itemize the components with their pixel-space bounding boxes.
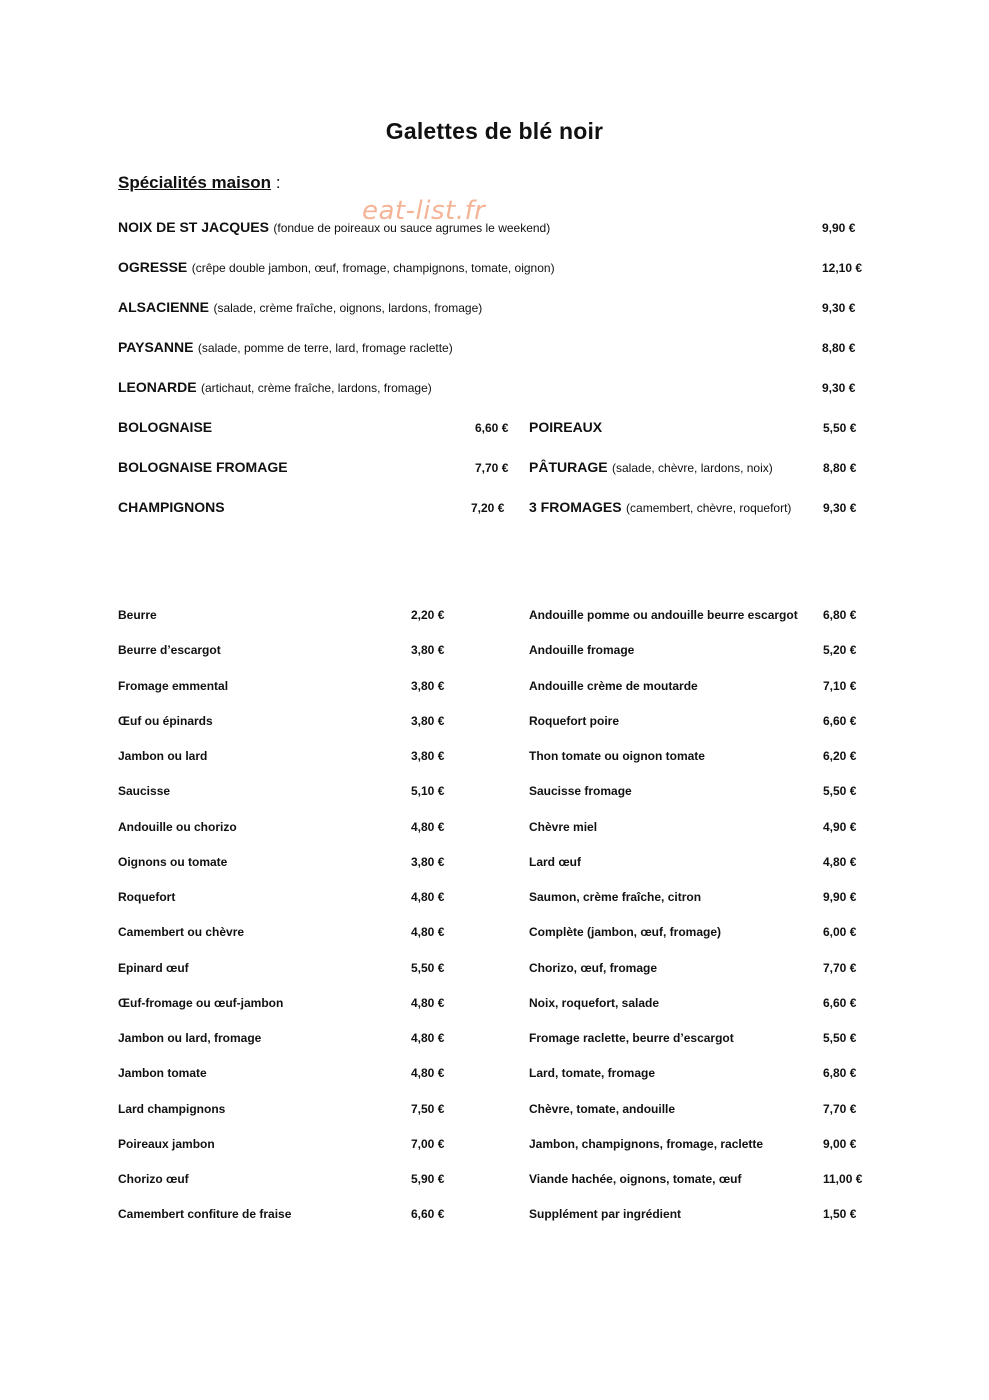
specialite-row <box>118 379 878 401</box>
item-price: 6,80 € <box>823 608 857 622</box>
list-item <box>529 1207 879 1225</box>
item-price: 6,60 € <box>823 714 857 728</box>
list-item <box>529 890 879 908</box>
list-item <box>118 1066 458 1084</box>
item-price: 5,10 € <box>411 784 445 798</box>
item-price: 6,60 € <box>823 996 857 1010</box>
list-item <box>118 1102 458 1120</box>
item-name: Beurre d’escargot <box>118 643 221 657</box>
list-item <box>529 820 879 838</box>
section-heading-text: Spécialités maison <box>118 173 272 192</box>
item-name: Beurre <box>118 608 157 622</box>
list-item <box>529 1172 879 1190</box>
list-item <box>118 890 458 908</box>
list-item <box>529 961 879 979</box>
item-name: Chorizo œuf <box>118 1172 189 1186</box>
item-name: Poireaux jambon <box>118 1137 215 1151</box>
menu-title: Galettes de blé noir <box>385 118 604 144</box>
item-price: 7,70 € <box>823 961 857 975</box>
list-item <box>529 784 879 802</box>
list-item <box>118 608 458 626</box>
item-name: Saucisse fromage <box>529 784 632 798</box>
item-price: 6,80 € <box>823 1066 857 1080</box>
item-price: 11,00 € <box>823 1172 863 1186</box>
item-name: Jambon ou lard, fromage <box>118 1031 262 1045</box>
list-item <box>529 925 879 943</box>
list-item <box>529 1066 879 1084</box>
item-price: 7,50 € <box>411 1102 445 1116</box>
item-price: 6,60 € <box>411 1207 445 1221</box>
item-name: Oignons ou tomate <box>118 855 228 869</box>
item-name: Complète (jambon, œuf, fromage) <box>529 925 721 939</box>
watermark: eat-list.fr <box>362 196 486 226</box>
item-price: 4,80 € <box>411 1031 445 1045</box>
specialite-name: CHAMPIGNONS <box>118 499 225 515</box>
list-item <box>529 1102 879 1120</box>
item-name: Roquefort poire <box>529 714 619 728</box>
list-item <box>118 996 458 1014</box>
specialite-row <box>118 499 518 521</box>
list-item <box>118 784 458 802</box>
list-item <box>118 643 458 661</box>
specialite-name: ALSACIENNE <box>118 299 210 315</box>
list-item <box>118 1172 458 1190</box>
list-item <box>118 749 458 767</box>
specialite-desc: (salade, chèvre, lardons, noix) <box>612 461 773 475</box>
item-price: 4,80 € <box>411 820 445 834</box>
list-item <box>529 643 879 661</box>
item-name: Roquefort <box>118 890 176 904</box>
specialite-desc: (salade, pomme de terre, lard, fromage raclette) <box>197 341 453 355</box>
specialite-price: 8,80 € <box>822 341 856 355</box>
list-item <box>529 855 879 873</box>
item-price: 9,90 € <box>823 890 857 904</box>
specialite-row <box>118 459 518 481</box>
item-name: Chèvre, tomate, andouille <box>529 1102 676 1116</box>
item-price: 3,80 € <box>411 643 445 657</box>
specialite-desc: (artichaut, crème fraîche, lardons, fromage) <box>201 381 432 395</box>
specialite-desc: (crêpe double jambon, œuf, fromage, champignons, tomate, oignon) <box>191 261 555 275</box>
item-price: 4,90 € <box>823 820 857 834</box>
item-name: Œuf-fromage ou œuf-jambon <box>118 996 284 1010</box>
item-name: Jambon, champignons, fromage, raclette <box>529 1137 764 1151</box>
specialite-name: OGRESSE <box>118 259 188 275</box>
specialite-row <box>529 459 879 481</box>
specialite-price: 12,10 € <box>822 261 863 275</box>
item-name: Thon tomate ou oignon tomate <box>529 749 705 763</box>
item-name: Camembert confiture de fraise <box>118 1207 292 1221</box>
specialite-name: 3 FROMAGES <box>529 499 622 515</box>
item-name: Chorizo, œuf, fromage <box>529 961 657 975</box>
item-name: Fromage emmental <box>118 679 229 693</box>
list-item <box>529 608 879 626</box>
item-name: Andouille pomme ou andouille beurre escargot <box>529 608 798 622</box>
section-heading-colon: : <box>275 173 281 192</box>
specialite-price: 7,70 € <box>475 461 509 475</box>
specialite-name: POIREAUX <box>529 419 603 435</box>
item-price: 3,80 € <box>411 749 445 763</box>
item-name: Œuf ou épinards <box>118 714 213 728</box>
specialite-row <box>529 499 879 521</box>
item-name: Noix, roquefort, salade <box>529 996 660 1010</box>
item-price: 5,20 € <box>823 643 857 657</box>
item-price: 4,80 € <box>411 890 445 904</box>
item-price: 4,80 € <box>411 925 445 939</box>
list-item <box>118 1137 458 1155</box>
list-item <box>529 1031 879 1049</box>
specialite-name: LEONARDE <box>118 379 197 395</box>
specialite-price: 9,30 € <box>822 381 856 395</box>
list-item <box>529 714 879 732</box>
item-price: 3,80 € <box>411 855 445 869</box>
list-item <box>118 925 458 943</box>
item-name: Chèvre miel <box>529 820 598 834</box>
list-item <box>118 855 458 873</box>
item-name: Andouille crème de moutarde <box>529 679 698 693</box>
specialite-name: PAYSANNE <box>118 339 194 355</box>
item-price: 1,50 € <box>823 1207 857 1221</box>
section-heading <box>118 173 281 193</box>
item-price: 6,00 € <box>823 925 857 939</box>
item-price: 4,80 € <box>411 1066 445 1080</box>
list-item <box>118 820 458 838</box>
specialite-row <box>118 259 878 281</box>
item-name: Fromage raclette, beurre d’escargot <box>529 1031 734 1045</box>
list-item <box>118 1031 458 1049</box>
specialite-name: BOLOGNAISE FROMAGE <box>118 459 288 475</box>
list-item <box>118 714 458 732</box>
item-name: Lard champignons <box>118 1102 226 1116</box>
list-item <box>529 1137 879 1155</box>
item-name: Jambon ou lard <box>118 749 208 763</box>
specialite-row <box>118 219 878 241</box>
item-price: 3,80 € <box>411 679 445 693</box>
item-price: 5,90 € <box>411 1172 445 1186</box>
item-name: Viande hachée, oignons, tomate, œuf <box>529 1172 742 1186</box>
specialite-desc: (fondue de poireaux ou sauce agrumes le weekend) <box>273 221 551 235</box>
item-name: Lard, tomate, fromage <box>529 1066 656 1080</box>
specialite-row <box>118 419 518 441</box>
specialite-price: 9,30 € <box>822 301 856 315</box>
item-price: 9,00 € <box>823 1137 857 1151</box>
item-price: 7,70 € <box>823 1102 857 1116</box>
specialite-desc: (salade, crème fraîche, oignons, lardons, fromage) <box>213 301 483 315</box>
item-name: Jambon tomate <box>118 1066 207 1080</box>
item-price: 2,20 € <box>411 608 445 622</box>
item-name: Epinard œuf <box>118 961 189 975</box>
list-item <box>529 679 879 697</box>
specialite-row <box>529 419 879 441</box>
item-name: Saucisse <box>118 784 171 798</box>
specialite-name: BOLOGNAISE <box>118 419 213 435</box>
specialite-row <box>118 339 878 361</box>
list-item <box>118 679 458 697</box>
item-price: 4,80 € <box>411 996 445 1010</box>
item-name: Lard œuf <box>529 855 581 869</box>
item-price: 5,50 € <box>823 784 857 798</box>
item-price: 7,10 € <box>823 679 857 693</box>
specialite-price: 8,80 € <box>823 461 857 475</box>
specialite-price: 6,60 € <box>475 421 509 435</box>
list-item <box>529 996 879 1014</box>
list-item <box>118 1207 458 1225</box>
item-name: Saumon, crème fraîche, citron <box>529 890 702 904</box>
specialite-desc: (camembert, chèvre, roquefort) <box>626 501 792 515</box>
specialite-price: 7,20 € <box>471 501 505 515</box>
item-price: 6,20 € <box>823 749 857 763</box>
specialite-price: 9,30 € <box>823 501 857 515</box>
item-name: Andouille fromage <box>529 643 635 657</box>
item-name: Supplément par ingrédient <box>529 1207 682 1221</box>
item-price: 7,00 € <box>411 1137 445 1151</box>
item-price: 5,50 € <box>411 961 445 975</box>
list-item <box>529 749 879 767</box>
specialite-row <box>118 299 878 321</box>
item-price: 4,80 € <box>823 855 857 869</box>
specialite-name: PÂTURAGE <box>529 459 608 475</box>
specialite-price: 5,50 € <box>823 421 857 435</box>
specialite-name: NOIX DE ST JACQUES <box>118 219 269 235</box>
list-item <box>118 961 458 979</box>
item-name: Andouille ou chorizo <box>118 820 237 834</box>
item-name: Camembert ou chèvre <box>118 925 245 939</box>
item-price: 5,50 € <box>823 1031 857 1045</box>
specialite-price: 9,90 € <box>822 221 856 235</box>
item-price: 3,80 € <box>411 714 445 728</box>
